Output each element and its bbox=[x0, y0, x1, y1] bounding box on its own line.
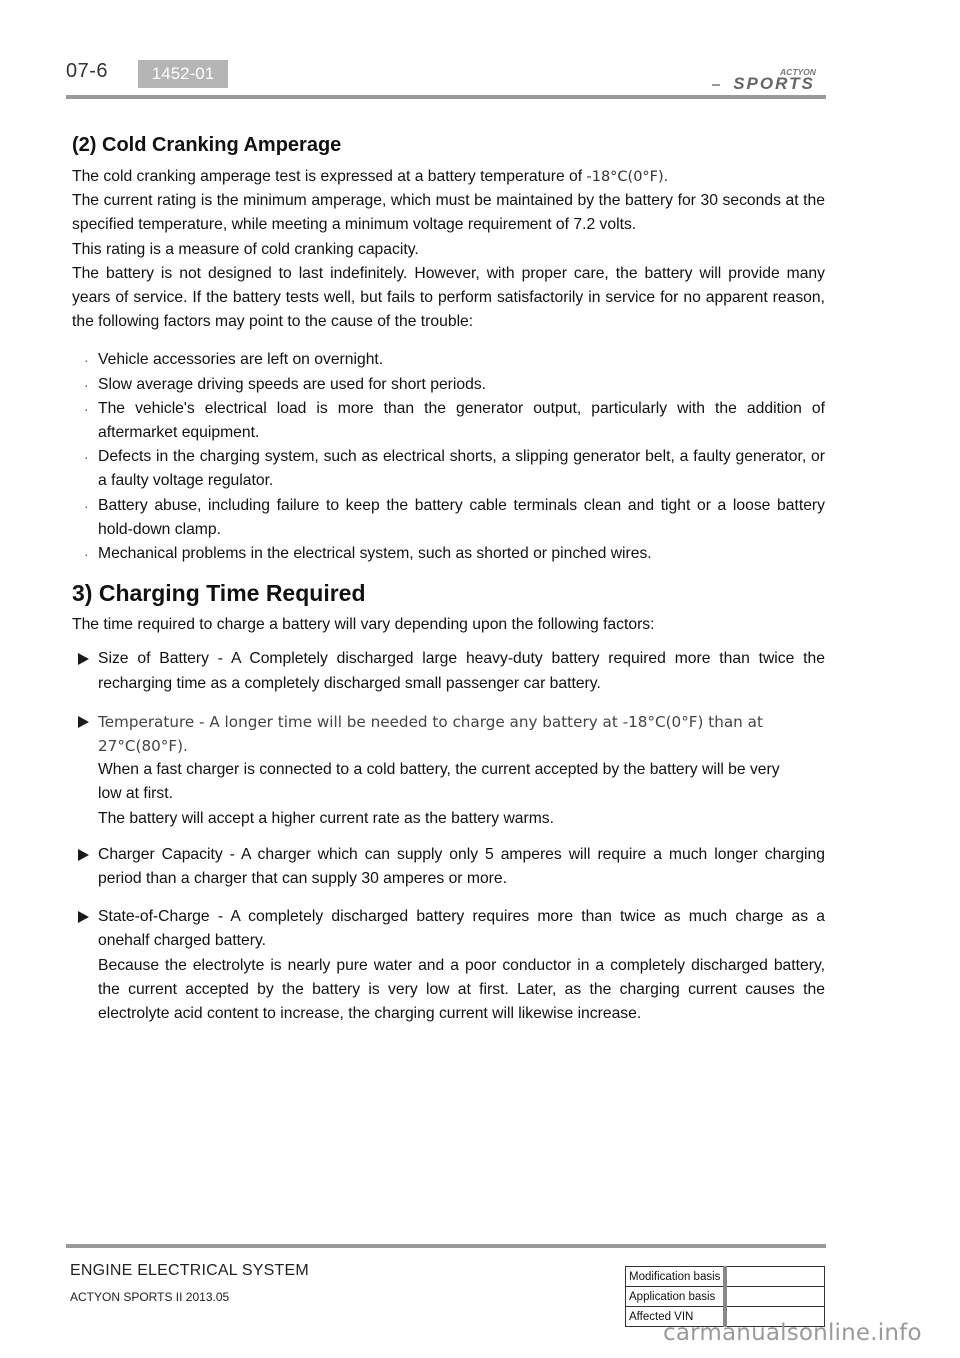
triangle-right-icon bbox=[78, 716, 89, 728]
factor-battery-size bbox=[72, 647, 825, 695]
list-item: · Slow average driving speeds are used for short periods. bbox=[72, 373, 825, 397]
cold-cranking-paragraph-3: This rating is a measure of cold cranking capacity. bbox=[72, 240, 419, 258]
actyon-sports-logo bbox=[712, 66, 828, 92]
application-basis-value bbox=[725, 1287, 824, 1307]
bullet-dot-icon: · bbox=[84, 449, 89, 466]
brand-large-text: SPORTS bbox=[733, 74, 815, 92]
factor-temperature bbox=[72, 710, 825, 831]
trouble-factor-list bbox=[72, 348, 825, 566]
triangle-right-icon bbox=[78, 911, 89, 923]
section-code-badge: 1452-01 bbox=[138, 60, 228, 88]
page-number: 07-6 bbox=[66, 60, 109, 82]
list-item: · Defects in the charging system, such as electrical shorts, a slipping generator belt, a faulty generator, or a faulty voltage regulator. bbox=[72, 445, 825, 493]
table-row bbox=[626, 1267, 825, 1287]
bullet-dot-icon: · bbox=[84, 497, 89, 514]
bullet-dot-icon: · bbox=[84, 546, 89, 563]
cold-cranking-paragraph-4: The battery is not designed to last indefinitely. However, with proper care, the battery will provide many years of service. If the battery tests well, but fails to perform satisfactorily in service for no apparent reason, the following factors may point to the cause of the trouble: bbox=[72, 264, 825, 331]
cold-cranking-heading: (2) Cold Cranking Amperage bbox=[72, 134, 342, 156]
footer-edition: ACTYON SPORTS II 2013.05 bbox=[70, 1290, 230, 1304]
bullet-dot-icon: · bbox=[84, 376, 89, 393]
factor-battery-size-text: Size of Battery - A Completely discharged large heavy-duty battery required more than twice the recharging time as a completely discharged small passenger car battery. bbox=[98, 650, 825, 692]
charging-time-intro: The time required to charge a battery will vary depending upon the following factors: bbox=[72, 616, 655, 634]
application-basis-label: Application basis bbox=[626, 1287, 726, 1307]
cold-cranking-temperature: -18°C(0°F). bbox=[586, 169, 669, 185]
factor-temperature-detail-2: The battery will accept a higher current rate as the battery warms. bbox=[98, 809, 555, 827]
charging-time-heading: 3) Charging Time Required bbox=[72, 580, 366, 607]
cold-cranking-paragraph-2: The current rating is the minimum amperage, which must be maintained by the battery for 30 seconds at the specified temperature, while meeting a minimum voltage requirement of 7.2 volts. bbox=[72, 192, 825, 234]
factor-state-of-charge bbox=[72, 905, 825, 1026]
factor-charger-capacity bbox=[72, 843, 825, 891]
list-item: · The vehicle's electrical load is more than the generator output, particularly with the addition of aftermarket equipment. bbox=[72, 397, 825, 445]
cold-cranking-p1-text: The cold cranking amperage test is expressed at a battery temperature of bbox=[72, 168, 587, 185]
footer-rule bbox=[66, 1244, 826, 1248]
factor-temperature-text: Temperature - A longer time will be needed to charge any battery at -18°C(0°F) than at 27°C(80°F). bbox=[98, 712, 763, 756]
factor-state-of-charge-detail: Because the electrolyte is nearly pure water and a poor conductor in a completely discharged battery, the current accepted by the battery is very low at first. Later, as the charging current causes the electrolyte acid content to increase, the charging current will likewise increase. bbox=[98, 956, 825, 1023]
header-rule bbox=[66, 95, 826, 99]
brand-small-text: ACTYON bbox=[780, 67, 816, 77]
factor-state-of-charge-text: State-of-Charge - A completely discharged battery requires more than twice as much charge as a onehalf charged battery. bbox=[98, 908, 825, 950]
page-content bbox=[72, 134, 825, 1026]
bullet-dot-icon: · bbox=[84, 400, 89, 417]
factor-charger-capacity-text: Charger Capacity - A charger which can supply only 5 amperes will require a much longer charging period than a charger that can supply 30 amperes or more. bbox=[98, 845, 825, 888]
factor-temperature-detail-1: When a fast charger is connected to a cold battery, the current accepted by the battery will be very low at first. bbox=[98, 761, 780, 803]
bullet-dot-icon: · bbox=[84, 352, 89, 369]
footer-title: ENGINE ELECTRICAL SYSTEM bbox=[70, 1262, 309, 1279]
list-item: · Battery abuse, including failure to keep the battery cable terminals clean and tight or a loose battery hold-down clamp. bbox=[72, 494, 825, 542]
triangle-right-icon bbox=[78, 653, 89, 665]
modification-basis-value bbox=[725, 1267, 824, 1287]
list-item: · Mechanical problems in the electrical system, such as shorted or pinched wires. bbox=[72, 542, 825, 566]
cold-cranking-paragraph-1 bbox=[72, 165, 825, 189]
watermark: carmanualsonline.info bbox=[663, 1320, 922, 1346]
modification-basis-label: Modification basis bbox=[626, 1267, 726, 1287]
list-item: · Vehicle accessories are left on overnight. bbox=[72, 348, 825, 372]
table-row bbox=[626, 1287, 825, 1307]
affected-vin-label: Affected VIN bbox=[626, 1307, 726, 1327]
triangle-right-icon bbox=[78, 849, 89, 861]
revision-table bbox=[625, 1266, 825, 1327]
